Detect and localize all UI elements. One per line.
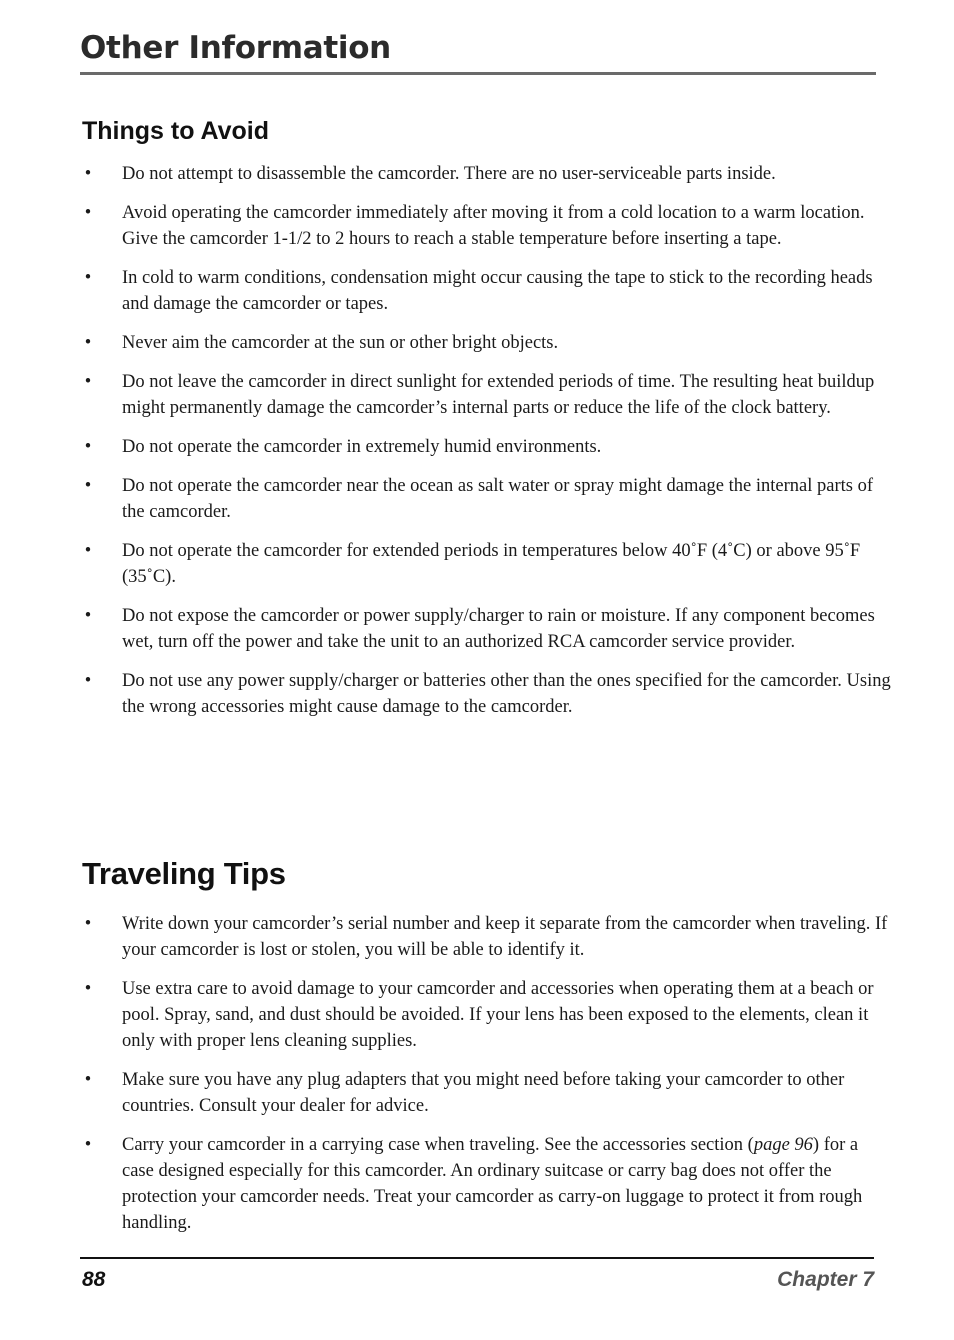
list-item [82,668,894,720]
bullet: • [84,1135,92,1155]
list-item-text: Do not operate the camcorder near the ocean as salt water or spray might damage the internal parts of the camcorder. [122,476,873,522]
header-divider [80,72,876,75]
list-item-text: Do not attempt to disassemble the camcorder. There are no user-serviceable parts inside. [122,164,776,184]
list-item-text: Never aim the camcorder at the sun or other bright objects. [122,333,559,353]
bullet: • [84,979,92,999]
list-item [82,603,894,655]
list-item [82,1067,894,1119]
bullet: • [84,333,92,353]
bullet: • [84,372,92,392]
bullet: • [84,268,92,288]
bullet: • [84,671,92,691]
list-item [82,976,894,1054]
bullet: • [84,476,92,496]
list-item [82,200,894,252]
list-item-text-start: Carry your camcorder in a carrying case when traveling. See the accessories section ( [122,1135,754,1155]
things-to-avoid-heading: Things to Avoid [82,117,270,145]
list-item [82,265,894,317]
list-item [82,538,894,590]
chapter-label: Chapter 7 [777,1268,874,1291]
footer-divider [80,1257,874,1259]
list-item-text: In cold to warm conditions, condensation might occur causing the tape to stick to the recording heads and damage the camcorder or tapes. [122,268,873,314]
list-item-text: Do not expose the camcorder or power supply/charger to rain or moisture. If any component becomes wet, turn off the power and take the unit to an authorized RCA camcorder service provider. [122,606,875,652]
things-to-avoid-list [82,161,894,733]
bullet: • [84,437,92,457]
list-item-text: Do not operate the camcorder in extremely humid environments. [122,437,602,457]
list-item-text: Avoid operating the camcorder immediately after moving it from a cold location to a warm location. Give the camcorder 1-1/2 to 2 hours to reach a stable temperature before inserting a tape. [122,203,865,249]
bullet: • [84,914,92,934]
list-item [82,1132,894,1236]
list-item [82,473,894,525]
list-item-text: Do not use any power supply/charger or batteries other than the ones specified for the camcorder. Using the wrong accessories might cause damage to the camcorder. [122,671,891,717]
list-item-text: Do not operate the camcorder for extended periods in temperatures below 40˚F (4˚C) or above 95˚F (35˚C). [122,541,861,587]
list-item [82,911,894,963]
bullet: • [84,606,92,626]
list-item [82,434,894,460]
list-item-text: Write down your camcorder’s serial number and keep it separate from the camcorder when traveling. If your camcorder is lost or stolen, you will be able to identify it. [122,914,888,960]
page-header-title: Other Information [80,30,391,66]
traveling-tips-heading: Traveling Tips [82,856,286,891]
bullet: • [84,541,92,561]
list-item-text: Make sure you have any plug adapters that you might need before taking your camcorder to other countries. Consult your dealer for advice. [122,1070,845,1116]
bullet: • [84,203,92,223]
traveling-tips-list [82,911,894,1249]
list-item-text: Do not leave the camcorder in direct sunlight for extended periods of time. The resulting heat buildup might permanently damage the camcorder’s internal parts or reduce the life of the clock battery. [122,372,875,418]
page-reference-link[interactable]: page 96 [753,1135,813,1155]
list-item-text: Use extra care to avoid damage to your camcorder and accessories when operating them at a beach or pool. Spray, sand, and dust should be avoided. If your lens has been exposed to the elements, clean it only with proper lens cleaning supplies. [122,979,874,1051]
bullet: • [84,1070,92,1090]
list-item-text-end: ) for a case designed especially for this camcorder. An ordinary suitcase or carry bag does not offer the protection your camcorder needs. Treat your camcorder as carry-on luggage to protect it from rough handling. [122,1135,863,1233]
bullet: • [84,164,92,184]
list-item [82,330,894,356]
page-number: 88 [82,1268,106,1291]
list-item [82,369,894,421]
list-item [82,161,894,187]
